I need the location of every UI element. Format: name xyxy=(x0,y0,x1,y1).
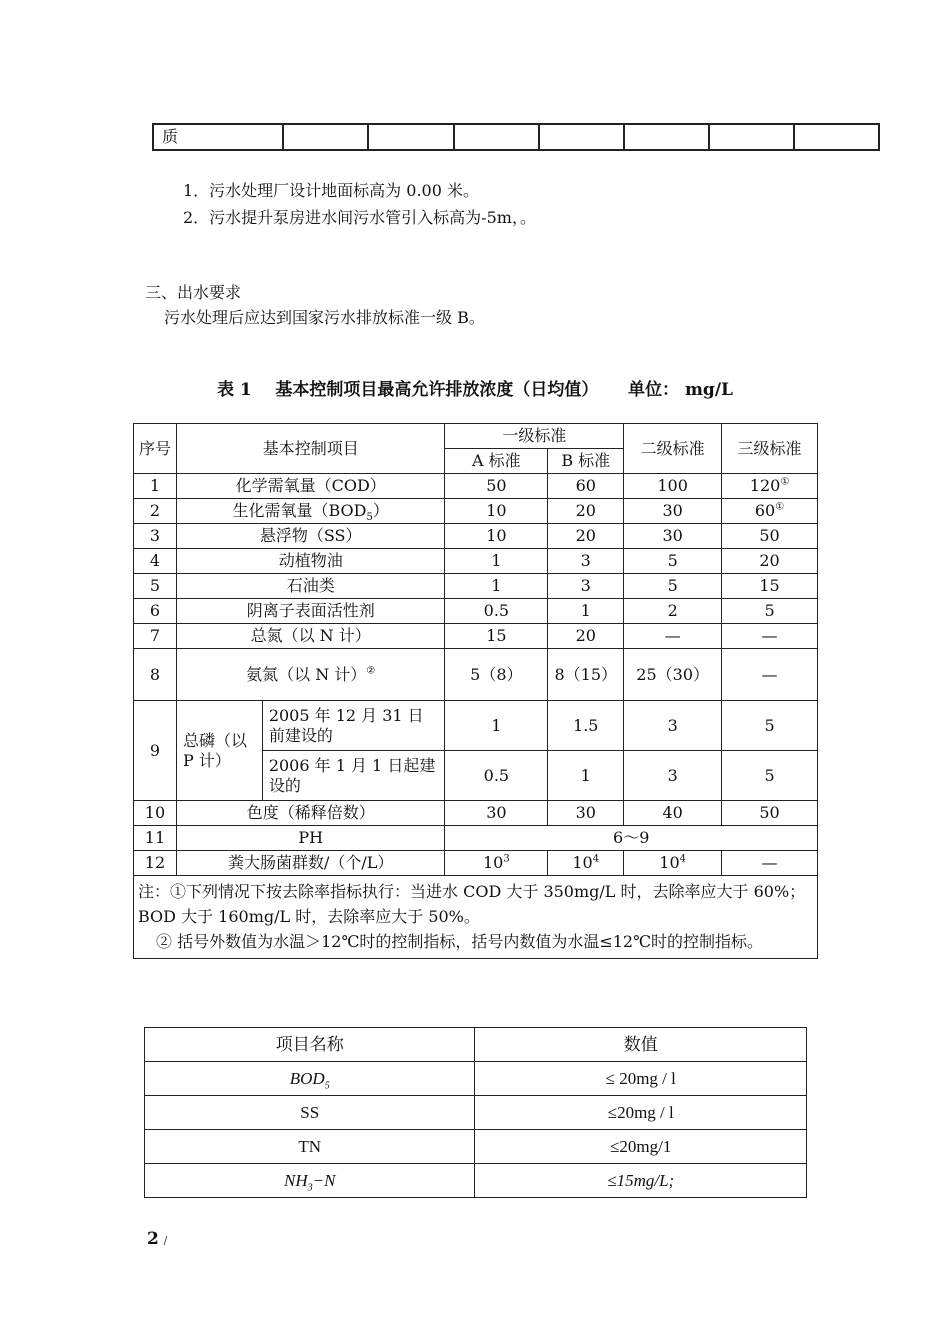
note-1: 1．污水处理厂设计地面标高为 0.00 米。 xyxy=(183,181,479,200)
cell-g3: 15 xyxy=(722,574,818,599)
table-footnote xyxy=(134,876,818,959)
footnote-1: 注：①下列情况下按去除率指标执行：当进水 COD 大于 350mg/L 时，去除率应大于 60%；BOD 大于 160mg/L 时，去除率应大于 50%。 xyxy=(138,882,806,926)
table-row xyxy=(134,801,818,826)
cell-no: 12 xyxy=(134,851,177,876)
cell-b: 20 xyxy=(548,524,624,549)
cell-b: 3 xyxy=(548,549,624,574)
section3-text: 污水处理后应达到国家污水排放标准一级 B。 xyxy=(164,308,485,327)
cell-a: 1 xyxy=(445,549,548,574)
cell-no: 10 xyxy=(134,801,177,826)
cell-a: 1 xyxy=(445,574,548,599)
cell-value: ≤ 20mg / l xyxy=(475,1062,807,1096)
page-number: 2 xyxy=(147,1229,159,1249)
cell-b: 30 xyxy=(548,801,624,826)
cell-a: 50 xyxy=(445,474,548,499)
cell-value: ≤15mg/L; xyxy=(475,1164,807,1198)
cell-no: 3 xyxy=(134,524,177,549)
cell-b: 8（15） xyxy=(548,649,624,701)
header-grade2: 二级标准 xyxy=(624,424,722,474)
page-footer xyxy=(147,1229,167,1249)
cell-a: 1 xyxy=(445,701,548,751)
cell-no: 4 xyxy=(134,549,177,574)
cell-b: $10^4$ xyxy=(548,851,624,876)
cell-a: 0.5 xyxy=(445,599,548,624)
cell-g2: 25（30） xyxy=(624,649,722,701)
cell-name: SS xyxy=(145,1096,475,1130)
cell-a: 30 xyxy=(445,801,548,826)
cell-no: 8 xyxy=(134,649,177,701)
cell-item: 总氮（以 N 计） xyxy=(176,624,445,649)
note-2: 2．污水提升泵房进水间污水管引入标高为-5m，。 xyxy=(183,208,536,227)
cell-g2: 3 xyxy=(624,701,722,751)
cell-g3: 50 xyxy=(722,524,818,549)
cell-g3: 60① xyxy=(722,499,818,524)
cell-g3: 120① xyxy=(722,474,818,499)
cell-item: 总磷（以 P 计） xyxy=(176,701,262,801)
table-row xyxy=(145,1096,807,1130)
table-row xyxy=(134,524,818,549)
cell-no: 6 xyxy=(134,599,177,624)
cell-no: 5 xyxy=(134,574,177,599)
header-item: 基本控制项目 xyxy=(176,424,445,474)
cell-item: 石油类 xyxy=(176,574,445,599)
cell-name: TN xyxy=(145,1130,475,1164)
cell-sub-label: 2006 年 1 月 1 日起建设的 xyxy=(262,751,445,801)
top-strip-cell xyxy=(368,124,453,150)
cell-item: 阴离子表面活性剂 xyxy=(176,599,445,624)
top-strip-first-cell: 质 xyxy=(153,124,283,150)
cell-name: $NH_3-N$ xyxy=(145,1164,475,1198)
header-a: A 标准 xyxy=(445,449,548,474)
cell-item: PH xyxy=(176,826,445,851)
cell-item: 化学需氧量（COD） xyxy=(176,474,445,499)
top-strip-cell xyxy=(283,124,368,150)
table-footnote-row xyxy=(134,876,818,959)
table2 xyxy=(144,1027,807,1198)
cell-b: 1 xyxy=(548,751,624,801)
cell-b: 20 xyxy=(548,499,624,524)
top-strip-cell xyxy=(709,124,794,150)
cell-value: ≤20mg/1 xyxy=(475,1130,807,1164)
cell-g2: 5 xyxy=(624,574,722,599)
page-suffix: / xyxy=(163,1234,168,1247)
top-strip-cell xyxy=(539,124,624,150)
cell-item: 悬浮物（SS） xyxy=(176,524,445,549)
cell-item: 色度（稀释倍数） xyxy=(176,801,445,826)
table-row xyxy=(134,499,818,524)
section3-heading: 三、出水要求 xyxy=(145,283,242,302)
table-row xyxy=(134,474,818,499)
cell-item: 氨氮（以 N 计）② xyxy=(176,649,445,701)
cell-g2: — xyxy=(624,624,722,649)
cell-g3: 50 xyxy=(722,801,818,826)
cell-g2: 30 xyxy=(624,499,722,524)
header-grade1: 一级标准 xyxy=(445,424,624,449)
header-no: 序号 xyxy=(134,424,177,474)
cell-no: 2 xyxy=(134,499,177,524)
header-b: B 标准 xyxy=(548,449,624,474)
top-strip-cell xyxy=(624,124,709,150)
cell-g2: 2 xyxy=(624,599,722,624)
cell-a: 10 xyxy=(445,499,548,524)
top-strip-cell xyxy=(794,124,879,150)
cell-no: 7 xyxy=(134,624,177,649)
cell-g3: 5 xyxy=(722,599,818,624)
cell-g2: 100 xyxy=(624,474,722,499)
table1 xyxy=(133,423,818,959)
table-row xyxy=(134,851,818,876)
table-row xyxy=(134,599,818,624)
cell-no: 1 xyxy=(134,474,177,499)
cell-no: 11 xyxy=(134,826,177,851)
cell-a: 10 xyxy=(445,524,548,549)
cell-g3: — xyxy=(722,624,818,649)
cell-no: 9 xyxy=(134,701,177,801)
table-row xyxy=(145,1164,807,1198)
table-row xyxy=(134,701,818,751)
table-row xyxy=(134,574,818,599)
cell-b: 20 xyxy=(548,624,624,649)
header-value: 数值 xyxy=(475,1028,807,1062)
table-row xyxy=(145,1062,807,1096)
top-strip-table xyxy=(152,123,880,151)
cell-name: $BOD_5$ xyxy=(145,1062,475,1096)
cell-g2: $10^4$ xyxy=(624,851,722,876)
cell-a: $10^3$ xyxy=(445,851,548,876)
table-row xyxy=(134,624,818,649)
cell-item: 粪大肠菌群数/（个/L） xyxy=(176,851,445,876)
cell-b: 1.5 xyxy=(548,701,624,751)
cell-g3: 5 xyxy=(722,751,818,801)
cell-item: 生化需氧量$(BOD_5)$ xyxy=(176,499,445,524)
cell-g3: — xyxy=(722,851,818,876)
cell-b: 3 xyxy=(548,574,624,599)
cell-g3: 20 xyxy=(722,549,818,574)
cell-b: 1 xyxy=(548,599,624,624)
cell-b: 60 xyxy=(548,474,624,499)
cell-g3: — xyxy=(722,649,818,701)
cell-a: 15 xyxy=(445,624,548,649)
cell-g2: 30 xyxy=(624,524,722,549)
cell-g2: 5 xyxy=(624,549,722,574)
top-strip-cell xyxy=(454,124,539,150)
cell-g2: 3 xyxy=(624,751,722,801)
table-row xyxy=(134,549,818,574)
header-name: 项目名称 xyxy=(145,1028,475,1062)
cell-g3: 5 xyxy=(722,701,818,751)
cell-a: 0.5 xyxy=(445,751,548,801)
cell-g2: 40 xyxy=(624,801,722,826)
cell-item: 动植物油 xyxy=(176,549,445,574)
cell-merged-value: 6～9 xyxy=(445,826,818,851)
table-row xyxy=(134,826,818,851)
cell-a: 5（8） xyxy=(445,649,548,701)
cell-sub-label: 2005 年 12 月 31 日前建设的 xyxy=(262,701,445,751)
table1-caption: 表 1 基本控制项目最高允许排放浓度（日均值） 单位： mg/L xyxy=(217,380,733,400)
header-grade3: 三级标准 xyxy=(722,424,818,474)
cell-value: ≤20mg / l xyxy=(475,1096,807,1130)
footnote-2: ② 括号外数值为水温＞12℃时的控制指标，括号内数值为水温≤12℃时的控制指标。 xyxy=(156,931,764,951)
table-row xyxy=(134,649,818,701)
table-row xyxy=(145,1130,807,1164)
